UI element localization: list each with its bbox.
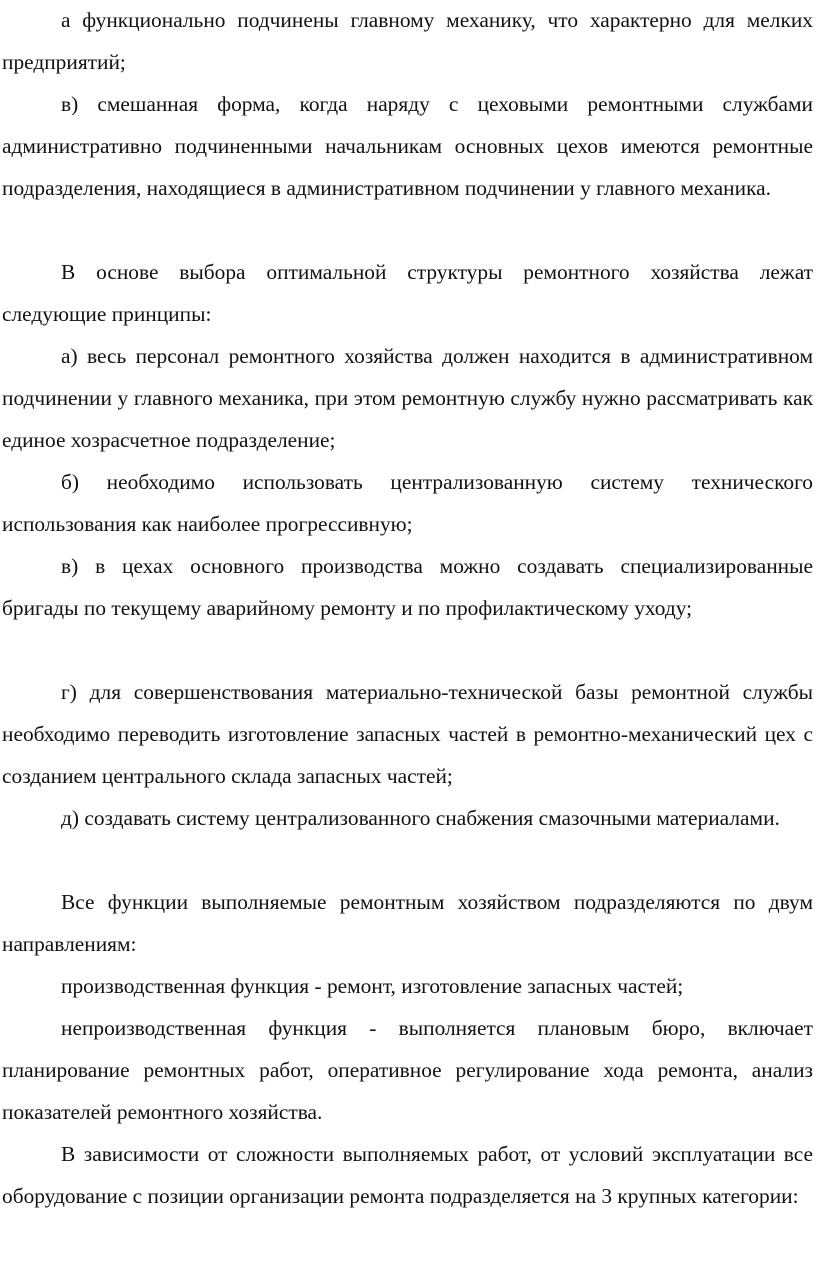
- paragraph-1: а функционально подчинены главному механику, что характерно для мелких предприятий;: [2, 8, 813, 74]
- paragraph-8: д) создавать систему централизованного снабжения смазочными материалами.: [61, 806, 780, 830]
- paragraph-4: а) весь персонал ремонтного хозяйства должен находится в административном подчинении у главного механика, при этом ремонтную службу нужно рассматривать как единое хозрасчетное подразделение;: [2, 344, 813, 452]
- paragraph-6: в) в цехах основного производства можно создавать специализированные бригады по текущему аварийному ремонту и по профилактическому уходу;: [2, 554, 813, 620]
- paragraph-12: В зависимости от сложности выполняемых работ, от условий эксплуатации все оборудование с позиции организации ремонта подразделяется на 3 крупных категории:: [2, 1142, 813, 1208]
- paragraph-7: г) для совершенствования материально-технической базы ремонтной службы необходимо переводить изготовление запасных частей в ремонтно-механический цех с созданием центрального склада запасных частей;: [2, 680, 813, 788]
- paragraph-2: в) смешанная форма, когда наряду с цеховыми ремонтными службами административно подчиненными начальникам основных цехов имеются ремонтные подразделения, находящиеся в административном подчинении у главного механика.: [2, 92, 813, 200]
- paragraph-5: б) необходимо использовать централизованную систему технического использования как наиболее прогрессивную;: [2, 470, 813, 536]
- paragraph-10: производственная функция - ремонт, изготовление запасных частей;: [61, 974, 684, 998]
- paragraph-11: непроизводственная функция - выполняется плановым бюро, включает планирование ремонтных работ, оперативное регулирование хода ремонта, анализ показателей ремонтного хозяйства.: [2, 1016, 813, 1124]
- paragraph-9: Все функции выполняемые ремонтным хозяйством подразделяются по двум направлениям:: [2, 890, 813, 956]
- paragraph-3: В основе выбора оптимальной структуры ремонтного хозяйства лежат следующие принципы:: [2, 260, 813, 326]
